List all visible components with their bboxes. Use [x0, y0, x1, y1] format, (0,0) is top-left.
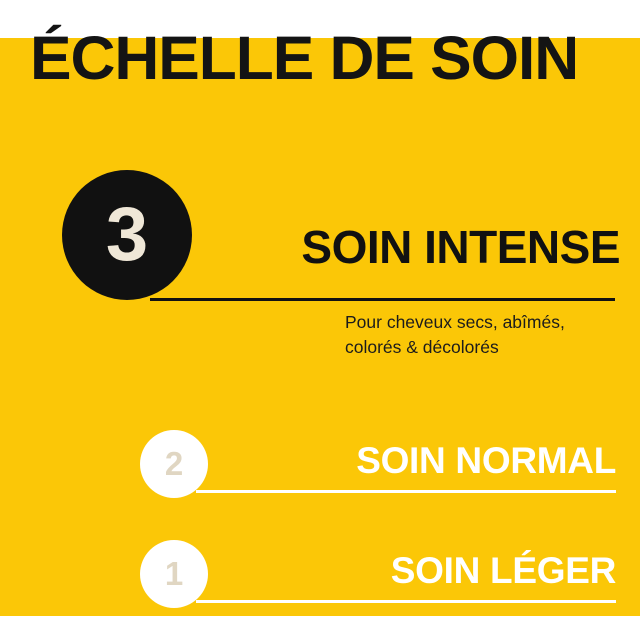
care-level-1 — [0, 528, 640, 618]
level-3-label: SOIN INTENSE — [301, 221, 620, 273]
page-title: ÉCHELLE DE SOIN — [30, 24, 579, 92]
level-2-divider — [196, 490, 616, 493]
level-2-number-badge: 2 — [140, 430, 208, 498]
care-level-3 — [0, 170, 640, 370]
bottom-white-strip — [0, 616, 640, 640]
care-level-2 — [0, 418, 640, 508]
level-2-label: SOIN NORMAL — [356, 440, 616, 481]
level-3-number-badge: 3 — [62, 170, 192, 300]
level-3-description: Pour cheveux secs, abîmés, colorés & décolorés — [345, 312, 565, 357]
level-1-label: SOIN LÉGER — [390, 550, 616, 591]
level-1-divider — [196, 600, 616, 603]
level-3-divider — [150, 298, 615, 301]
level-1-number-badge: 1 — [140, 540, 208, 608]
